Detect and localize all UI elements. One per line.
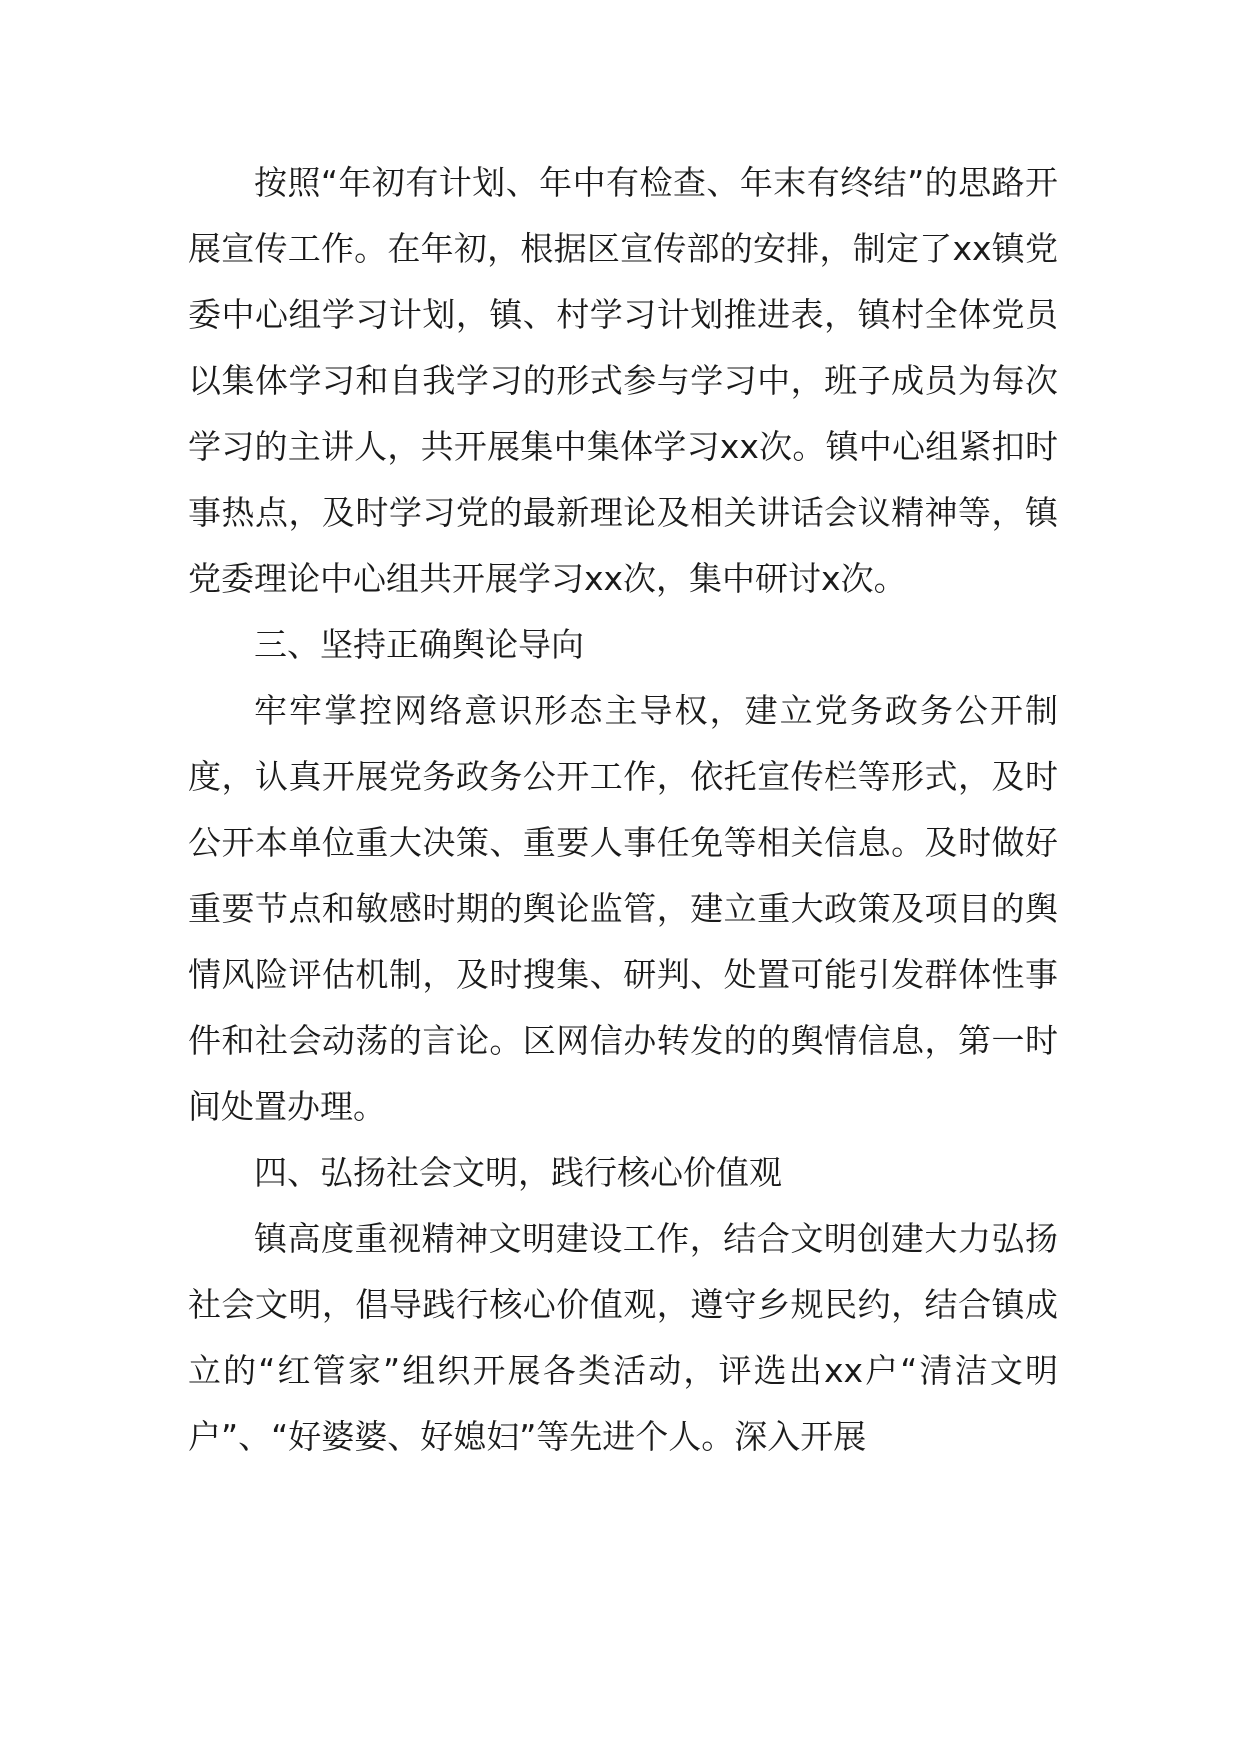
section-heading-social-civilization: 四、弘扬社会文明，践行核心价值观: [254, 1153, 782, 1192]
paragraph-study-plan: 按照“年初有计划、年中有检查、年末有终结”的思路开展宣传工作。在年初，根据区宣传部的安排，制定了xx镇党委中心组学习计划，镇、村学习计划推进表，镇村全体党员以集体学习和自我学习的形式参与学习中，班子成员为每次学习的主讲人，共开展集中集体学习xx次。镇中心组紧扣时事热点，及时学习党的最新理论及相关讲话会议精神等，镇党委理论中心组共开展学习xx次，集中研讨x次。: [188, 163, 1058, 598]
document-body: [188, 150, 1058, 1470]
paragraph-public-opinion: 牢牢掌控网络意识形态主导权，建立党务政务公开制度，认真开展党务政务公开工作，依托宣传栏等形式，及时公开本单位重大决策、重要人事任免等相关信息。及时做好重要节点和敏感时期的舆论监管，建立重大政策及项目的舆情风险评估机制，及时搜集、研判、处置可能引发群体性事件和社会动荡的言论。区网信办转发的的舆情信息，第一时间处置办理。: [188, 691, 1058, 1126]
section-heading-public-opinion: 三、坚持正确舆论导向: [254, 625, 584, 664]
paragraph-social-civilization: 镇高度重视精神文明建设工作，结合文明创建大力弘扬社会文明，倡导践行核心价值观，遵守乡规民约，结合镇成立的“红管家”组织开展各类活动，评选出xx户“清洁文明户”、“好婆婆、好媳妇”等先进个人。深入开展: [188, 1219, 1058, 1456]
